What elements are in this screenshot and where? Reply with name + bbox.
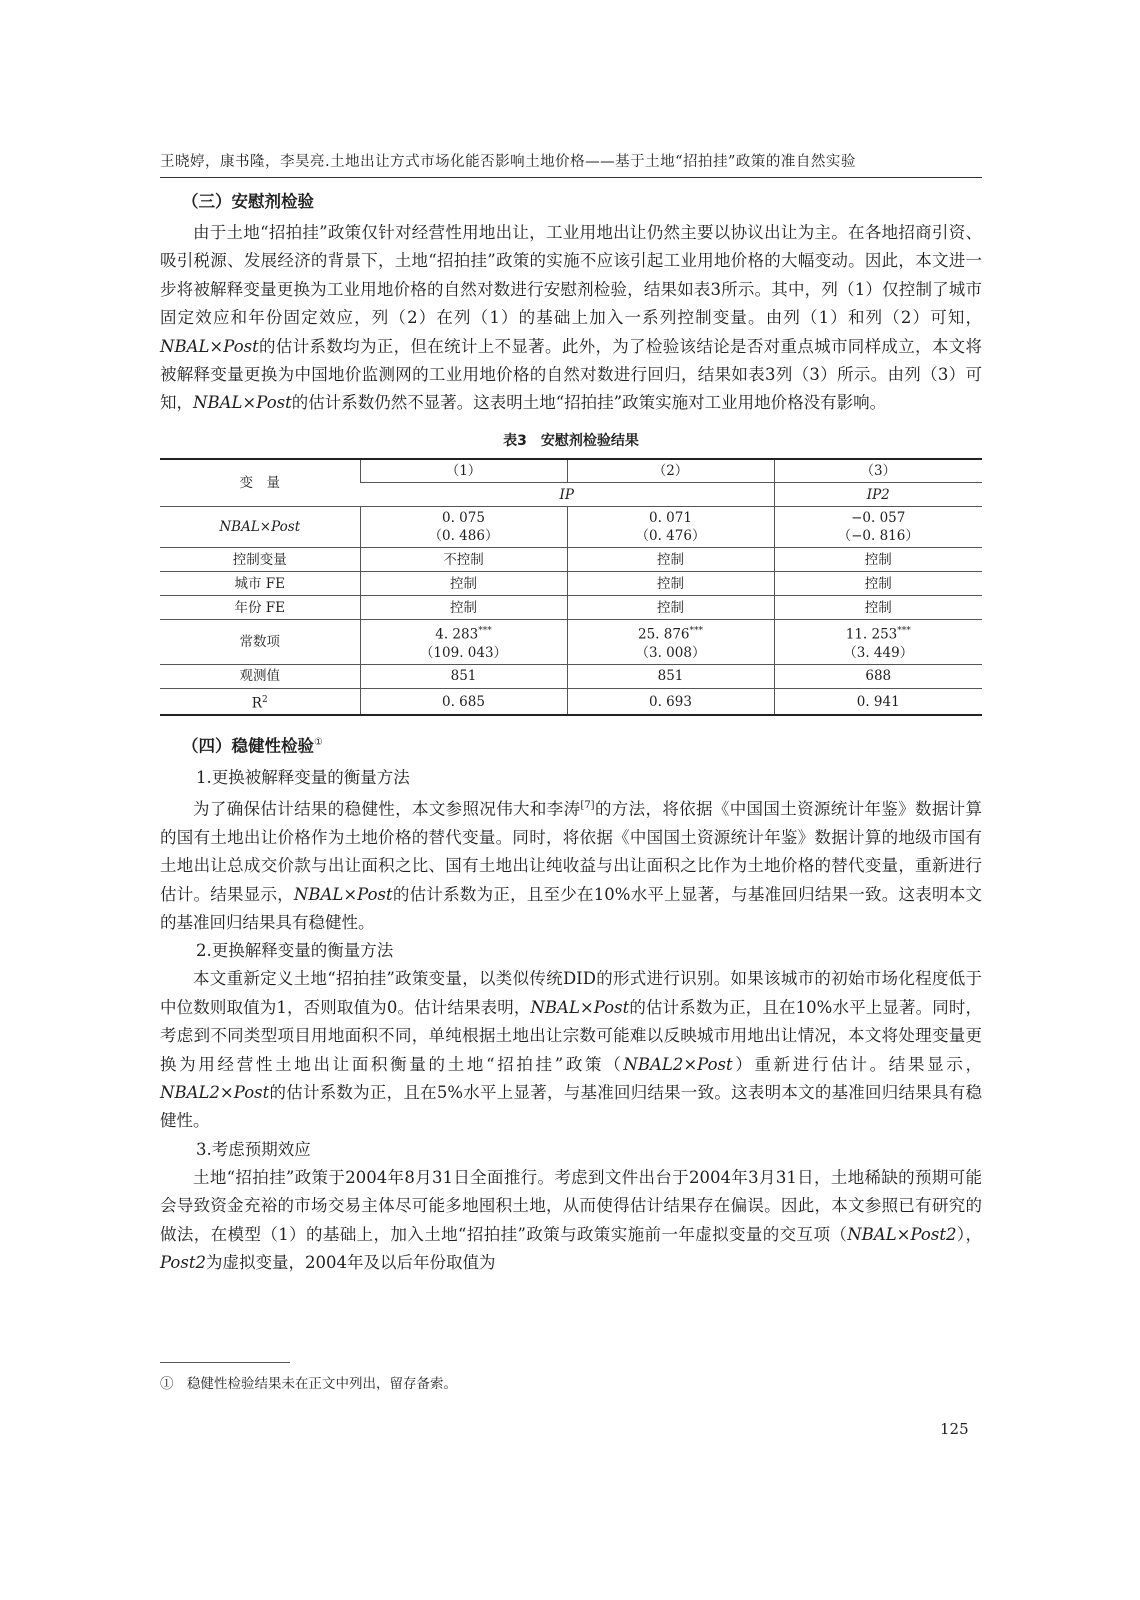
table-cell: 控制 (360, 596, 567, 620)
section-heading-robustness: （四）稳健性检验① (182, 736, 323, 756)
table-cell: 0. 071 （0. 476） (567, 507, 774, 548)
footnote-mark: ① (314, 737, 323, 749)
table-row (160, 620, 982, 665)
row-label: 控制变量 (160, 548, 360, 572)
row-label: 观测值 (160, 664, 360, 688)
running-head: 王晓婷，康书隆，李昊亮.土地出让方式市场化能否影响土地价格——基于土地“招拍挂”政策的准自然实验 (160, 150, 982, 178)
main-content (160, 189, 982, 1277)
header-dep-ip: IP (360, 483, 774, 507)
table-header-row (160, 459, 982, 483)
row-label: 常数项 (160, 620, 360, 665)
table-row (160, 507, 982, 548)
table-cell: 不控制 (360, 548, 567, 572)
paragraph-placebo: 由于土地“招拍挂”政策仅针对经营性用地出让，工业用地出让仍然主要以协议出让为主。在各地招商引资、吸引税源、发展经济的背景下，土地“招拍挂”政策的实施不应该引起工业用地价格的大幅变动。因此，本文进一步将被解释变量更换为工业用地价格的自然对数进行安慰剂检验，结果如表3所示。其中，列（1）仅控制了城市固定效应和年份固定效应，列（2）在列（1）的基础上加入一系列控制变量。由列（1）和列（2）可知，NBAL×Post的估计系数均为正，但在统计上不显著。此外，为了检验该结论是否对重点城市同样成立，本文将被解释变量更换为中国地价监测网的工业用地价格的自然对数进行回归，结果如表3列（3）所示。由列（3）可知，NBAL×Post的估计系数仍然不显著。这表明土地“招拍挂”政策实施对工业用地价格没有影响。 (160, 223, 982, 413)
table-cell: 控制 (567, 572, 774, 596)
table-row (160, 688, 982, 715)
table-cell: 4. 283*** （109. 043） (360, 620, 567, 665)
table-cell: 0. 693 (567, 688, 774, 715)
header-col-1: （1） (360, 459, 567, 483)
table-cell: 控制 (360, 572, 567, 596)
section-heading-placebo: （三）安慰剂检验 (182, 192, 314, 211)
table-cell: 688 (774, 664, 982, 688)
header-dep-ip2: IP2 (774, 483, 982, 507)
header-col-3: （3） (774, 459, 982, 483)
table-cell: −0. 057 （−0. 816） (774, 507, 982, 548)
results-table (160, 458, 982, 717)
table-cell: 控制 (567, 596, 774, 620)
subheading-1: 1.更换被解释变量的衡量方法 (196, 767, 410, 787)
table-cell: 851 (567, 664, 774, 688)
footnote-divider (160, 1362, 290, 1363)
row-label: 城市 FE (160, 572, 360, 596)
header-col-2: （2） (567, 459, 774, 483)
table-cell: 851 (360, 664, 567, 688)
table-title: 表3 安慰剂检验结果 (503, 432, 639, 449)
row-label: NBAL×Post (160, 507, 360, 548)
row-label: 年份 FE (160, 596, 360, 620)
paragraph-robustness-3: 土地“招拍挂”政策于2004年8月31日全面推行。考虑到文件出台于2004年3月31日，土地稀缺的预期可能会导致资金充裕的市场交易主体尽可能多地囤积土地，从而使得估计结果存在偏误。因此，本文参照已有研究的做法，在模型（1）的基础上，加入土地“招拍挂”政策与政策实施前一年虚拟变量的交互项（NBAL×Post2），Post2为虚拟变量，2004年及以后年份取值为 (160, 1167, 982, 1273)
page-number: 125 (940, 1420, 969, 1438)
table-cell: 控制 (774, 572, 982, 596)
subheading-2: 2.更换解释变量的衡量方法 (196, 941, 394, 961)
table-row (160, 664, 982, 688)
subheading-3: 3.考虑预期效应 (196, 1139, 311, 1159)
table-row (160, 572, 982, 596)
header-variable: 变 量 (160, 459, 360, 507)
row-label: $R^2$ (160, 688, 360, 715)
table-cell: 11. 253*** （3. 449） (774, 620, 982, 665)
table-cell: 0. 941 (774, 688, 982, 715)
table-cell: 0. 075 （0. 486） (360, 507, 567, 548)
table-cell: 控制 (774, 596, 982, 620)
paragraph-robustness-2: 本文重新定义土地“招拍挂”政策变量，以类似传统DID的形式进行识别。如果该城市的初始市场化程度低于中位数则取值为1，否则取值为0。估计结果表明，NBAL×Post的估计系数为正，且在10%水平上显著。同时，考虑到不同类型项目用地面积不同，单纯根据土地出让宗数可能难以反映城市用地出让情况，本文将处理变量更换为用经营性土地出让面积衡量的土地“招拍挂”政策（NBAL2×Post）重新进行估计。结果显示，NBAL2×Post的估计系数为正，且在5%水平上显著，与基准回归结果一致。这表明本文的基准回归结果具有稳健性。 (160, 969, 982, 1131)
table-cell: 控制 (567, 548, 774, 572)
footnote: ① 稳健性检验结果未在正文中列出，留存备索。 (160, 1376, 457, 1392)
table-cell: 25. 876*** （3. 008） (567, 620, 774, 665)
table-cell: 0. 685 (360, 688, 567, 715)
paragraph-robustness-1: 为了确保估计结果的稳健性，本文参照况伟大和李涛[7]的方法，将依据《中国国土资源统计年鉴》数据计算的国有土地出让价格作为土地价格的替代变量。同时，将依据《中国国土资源统计年鉴》数据计算的地级市国有土地出让总成交价款与出让面积之比、国有土地出让纯收益与出让面积之比作为土地价格的替代变量，重新进行估计。结果显示，NBAL×Post的估计系数为正，且至少在10%水平上显著，与基准回归结果一致。这表明本文的基准回归结果具有稳健性。 (160, 799, 983, 932)
table-cell: 控制 (774, 548, 982, 572)
table-row (160, 548, 982, 572)
table-row (160, 596, 982, 620)
